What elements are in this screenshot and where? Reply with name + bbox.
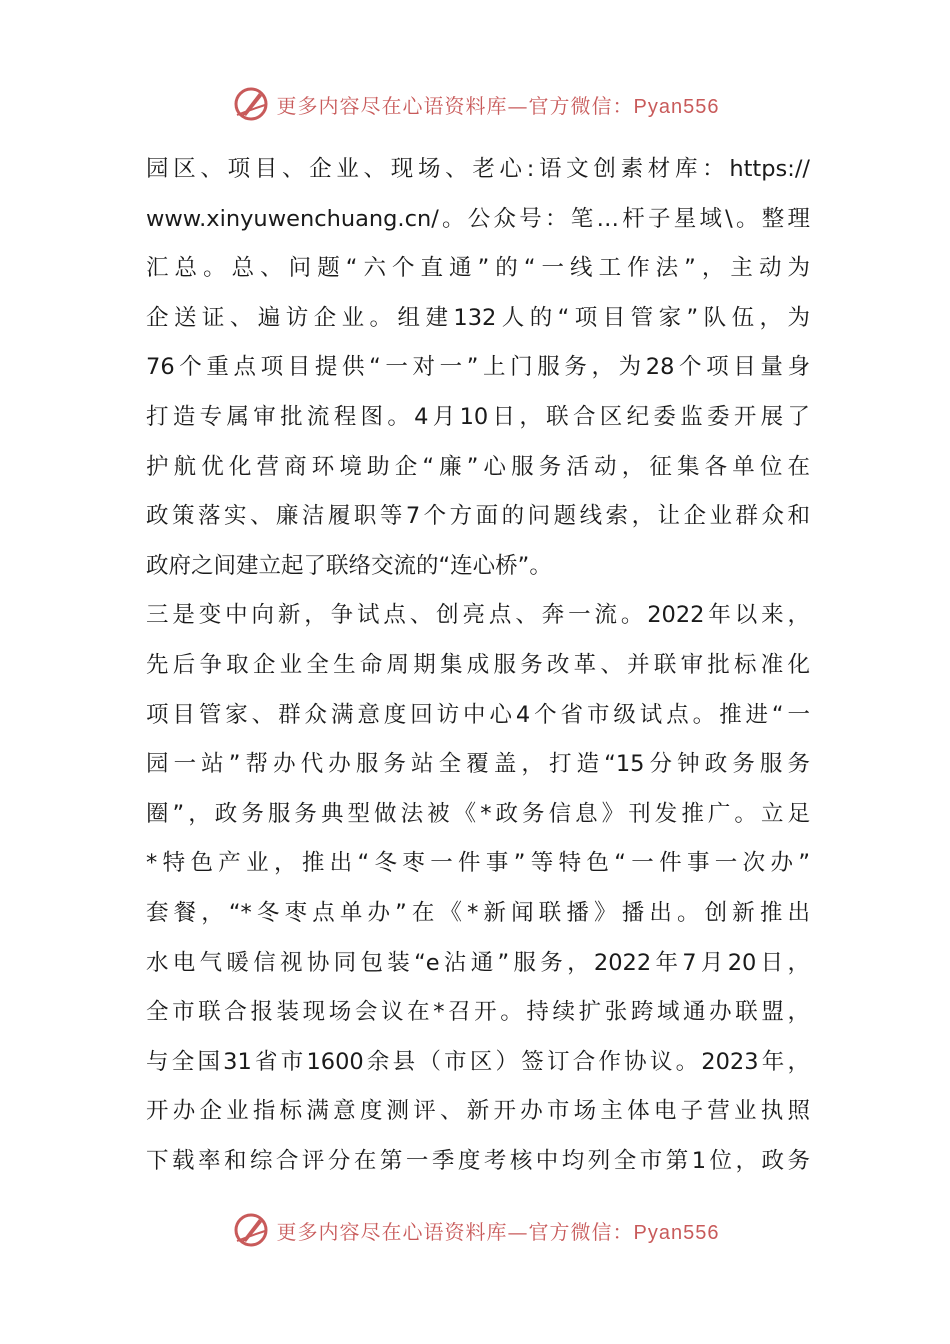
body-line: 园区、项目、企业、现场、老心:语文创素材库：https:// [146, 156, 810, 182]
banner-text: 更多内容尽在心语资料库—官方微信：Pyan556 [276, 1219, 720, 1244]
body-line: 套餐，“*冬枣点单办”在《*新闻联播》播出。创新推出 [146, 899, 810, 926]
quill-pen-logo-icon [231, 84, 271, 124]
body-line: 汇总。总、问题“六个直通”的“一线工作法”，主动为 [146, 255, 810, 282]
footer-watermark-banner [0, 1208, 950, 1252]
quill-pen-logo-icon [231, 1210, 271, 1250]
body-line: www.xinyuwenchuang.cn/。公众号：笔…杆子星域\。整理 [146, 205, 810, 232]
body-line: 护航优化营商环境助企“廉”心服务活动，征集各单位在 [146, 453, 810, 480]
document-body [146, 145, 810, 1186]
body-line: 下载率和综合评分在第一季度考核中均列全市第1位，政务 [146, 1147, 810, 1174]
body-line: 企送证、遍访企业。组建132人的“项目管家”队伍，为 [146, 304, 810, 331]
wechat-id: Pyan556 [633, 95, 720, 118]
body-line: 圈”，政务服务典型做法被《*政务信息》刊发推广。立足 [146, 800, 810, 827]
body-line: 开办企业指标满意度测评、新开办市场主体电子营业执照 [146, 1098, 810, 1125]
body-line: 三是变中向新，争试点、创亮点、奔一流。2022年以来， [146, 602, 810, 629]
body-line: 政策落实、廉洁履职等7个方面的问题线索，让企业群众和 [146, 503, 810, 530]
wechat-id: Pyan556 [633, 1221, 720, 1244]
body-line: 水电气暖信视协同包装“e沾通”服务，2022年7月20日， [146, 949, 810, 976]
body-line: 与全国31省市1600余县（市区）签订合作协议。2023年， [146, 1048, 810, 1075]
body-line: 全市联合报装现场会议在*召开。持续扩张跨域通办联盟， [146, 999, 810, 1026]
body-line: 政府之间建立起了联络交流的“连心桥”。 [146, 552, 552, 579]
body-line: 打造专属审批流程图。4月10日，联合区纪委监委开展了 [146, 403, 810, 430]
body-line: *特色产业，推出“冬枣一件事”等特色“一件事一次办” [146, 850, 810, 877]
banner-text: 更多内容尽在心语资料库—官方微信：Pyan556 [276, 93, 720, 118]
body-line: 76个重点项目提供“一对一”上门服务，为28个项目量身 [146, 354, 810, 381]
body-line: 园一站”帮办代办服务站全覆盖，打造“15分钟政务服务 [146, 751, 810, 778]
body-line: 项目管家、群众满意度回访中心4个省市级试点。推进“一 [146, 701, 810, 728]
header-watermark-banner [0, 82, 950, 126]
body-line: 先后争取企业全生命周期集成服务改革、并联审批标准化 [146, 651, 810, 678]
